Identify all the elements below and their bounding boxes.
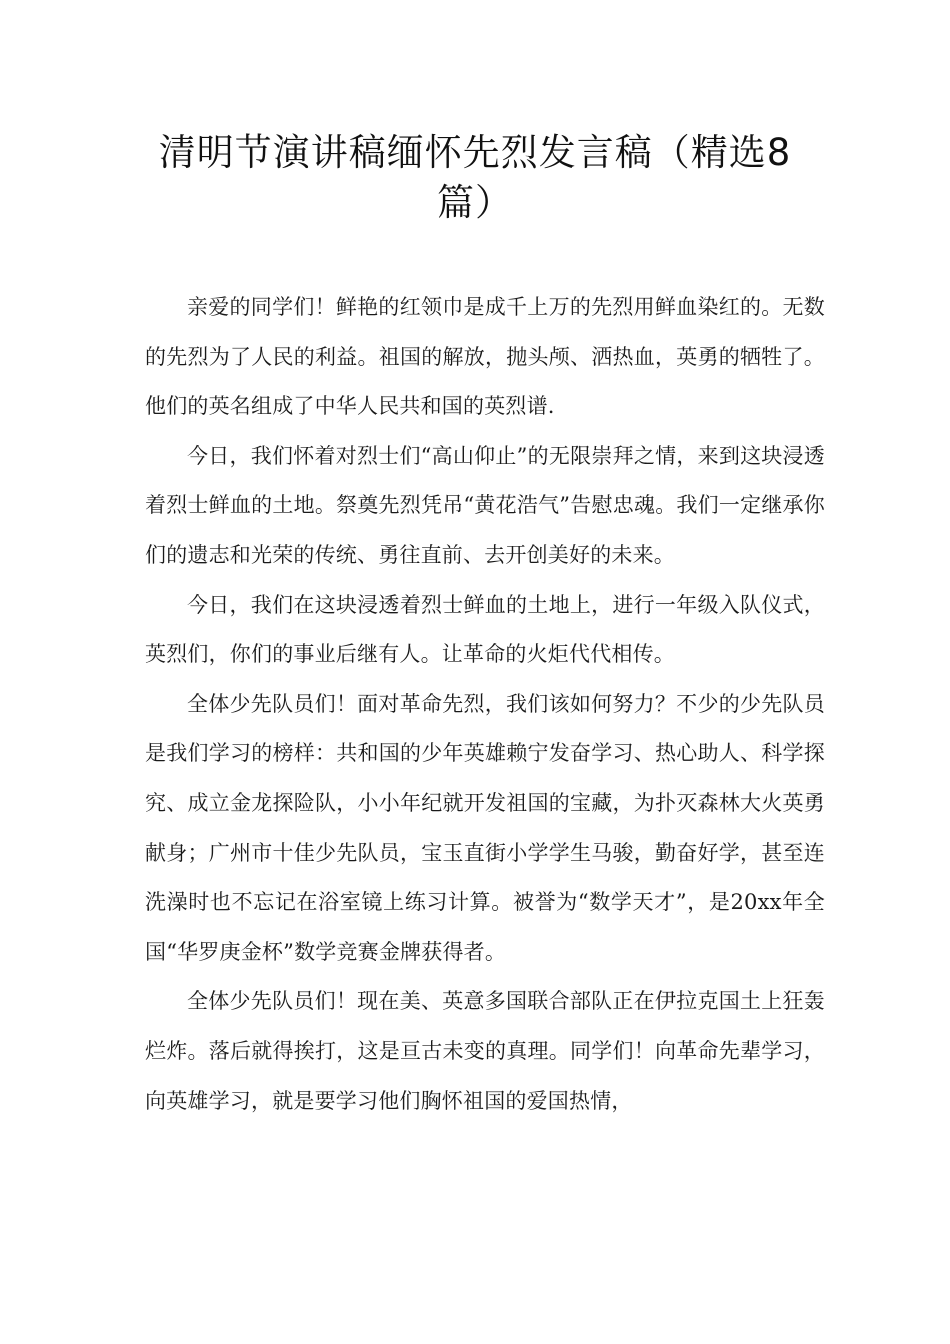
paragraph-3: 今日，我们在这块浸透着烈士鲜血的土地上，进行一年级入队仪式，英烈们，你们的事业后继有人。让革命的火炬代代相传。	[145, 592, 825, 667]
paragraph-4: 全体少先队员们！面对革命先烈，我们该如何努力？不少的少先队员是我们学习的榜样：共和国的少年英雄赖宁发奋学习、热心助人、科学探究、成立金龙探险队，小小年纪就开发祖国的宝藏，为扑灭森林大火英勇献身；广州市十佳少先队员，宝玉直街小学学生马骏，勤奋好学，甚至连洗澡时也不忘记在浴室镜上练习计算。被誉为“数学天才”，是20xx年全国“华罗庚金杯”数学竞赛金牌获得者。	[145, 691, 825, 964]
document-body	[145, 283, 825, 1126]
paragraph-1: 亲爱的同学们！鲜艳的红领巾是成千上万的先烈用鲜血染红的。无数的先烈为了人民的利益。祖国的解放，抛头颅、洒热血，英勇的牺牲了。他们的英名组成了中华人民共和国的英烈谱.	[145, 295, 825, 419]
paragraph-5: 全体少先队员们！现在美、英意多国联合部队正在伊拉克国土上狂轰烂炸。落后就得挨打，这是亘古未变的真理。同学们！向革命先辈学习，向英雄学习，就是要学习他们胸怀祖国的爱国热情，	[145, 989, 825, 1113]
document-title: 清明节演讲稿缅怀先烈发言稿（精选8篇）	[158, 131, 792, 224]
paragraph-2: 今日，我们怀着对烈士们“高山仰止”的无限崇拜之情，来到这块浸透着烈士鲜血的土地。祭奠先烈凭吊“黄花浩气”告慰忠魂。我们一定继承你们的遗志和光荣的传统、勇往直前、去开创美好的未来。	[145, 443, 825, 567]
